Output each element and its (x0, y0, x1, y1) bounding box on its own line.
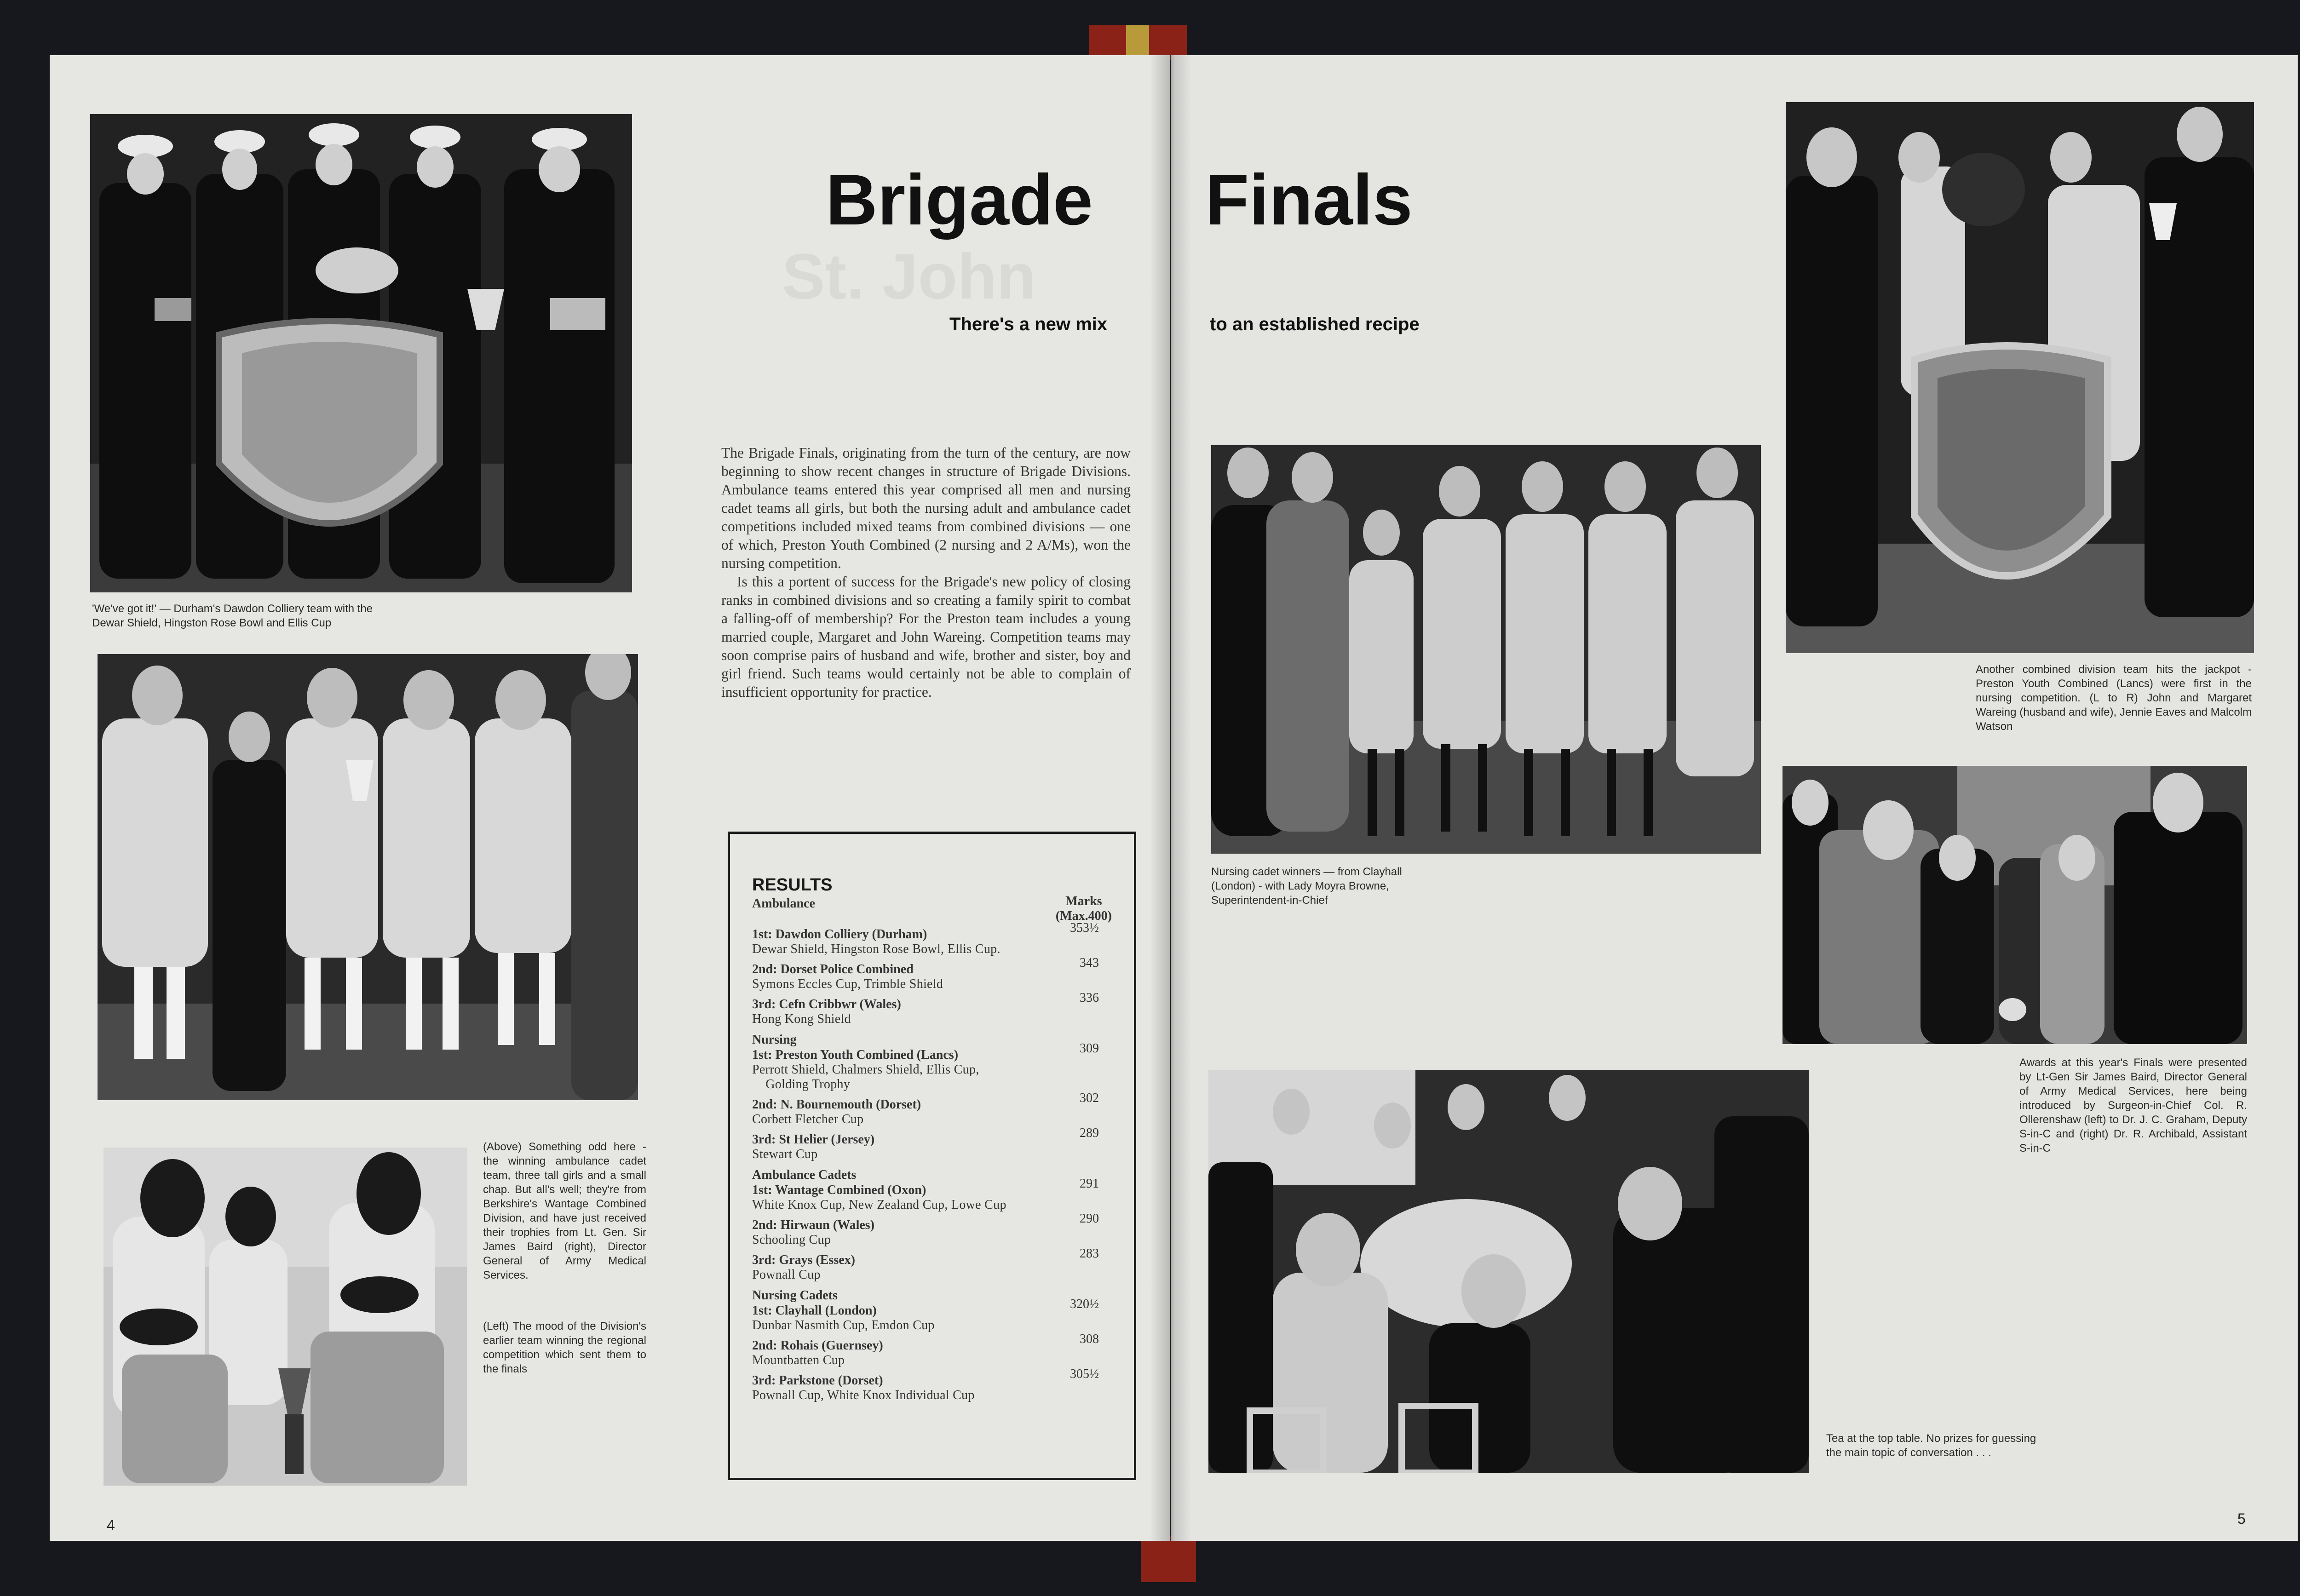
results-section-title: Nursing (752, 1033, 797, 1047)
result-place: 3rd: Cefn Cribbwr (Wales) (752, 997, 901, 1011)
article-body (721, 444, 1131, 701)
result-score: 290 (1080, 1211, 1099, 1226)
result-entry (752, 1091, 1112, 1127)
photo-tea-top-table (1208, 1070, 1809, 1473)
result-trophies: Dewar Shield, Hingston Rose Bowl, Ellis Cup. (752, 942, 1000, 956)
result-trophies: Pownall Cup (752, 1268, 821, 1282)
subtitle-right: to an established recipe (1210, 314, 1420, 334)
result-place: 3rd: Parkstone (Dorset) (752, 1373, 883, 1388)
result-place: 3rd: Grays (Essex) (752, 1253, 855, 1267)
result-place: 2nd: N. Bournemouth (Dorset) (752, 1097, 921, 1112)
results-group-nursing-cadets (752, 1297, 1112, 1403)
result-trophies: Perrott Shield, Chalmers Shield, Ellis Cup, Golding Trophy (752, 1062, 979, 1091)
subtitle-left: There's a new mix (949, 314, 1107, 334)
result-entry (752, 1211, 1112, 1247)
result-score: 291 (1080, 1177, 1099, 1191)
photo-preston-team (1786, 102, 2254, 653)
page-number-left: 4 (107, 1517, 115, 1533)
result-score: 283 (1080, 1246, 1099, 1261)
result-place: 3rd: St Helier (Jersey) (752, 1132, 875, 1147)
result-score: 302 (1080, 1091, 1099, 1105)
photo-wantage-cadets (98, 654, 638, 1100)
result-score: 305½ (1070, 1367, 1099, 1381)
result-entry (752, 1297, 1112, 1333)
result-trophies: Stewart Cup (752, 1147, 818, 1161)
result-entry (752, 921, 1112, 957)
article-paragraph: Is this a portent of success for the Brigade's new policy of closing ranks in combined divisions and so creating a family spirit to combat a falling-off of membership? For the Preston team includes a young married couple, Margaret and John Wareing. Competition teams may soon comprise pairs of husband and wife, brother and sister, boy and girl friend. Such teams would certainly not be able to complain of insufficient opportunity for practice. (721, 574, 1131, 700)
photo-clayhall-cadets (1211, 445, 1761, 854)
result-entry (752, 1367, 1112, 1403)
result-place: 1st: Preston Youth Combined (Lancs) (752, 1048, 959, 1062)
result-entry (752, 1177, 1112, 1212)
result-entry (752, 1332, 1112, 1368)
result-trophies: Corbett Fletcher Cup (752, 1112, 864, 1126)
page-gutter (1150, 55, 1191, 1541)
caption-wantage-above: (Above) Something odd here - the winning ambulance cadet team, three tall girls and a small chap. But all's well; they're from Berkshire's Wantage Combined Division, and have just received their trophies from Lt. Gen. Sir James Baird (right), Director General of Army Medical Services. (483, 1141, 646, 1281)
caption-awards: Awards at this year's Finals were presented by Lt-Gen Sir James Baird, Director General of Army Medical Services, here being introduced by Surgeon-in-Chief Col. R. Ollerenshaw (left) to Dr. J. C. Graham, Deputy S-in-C and (right) Dr. R. Archibald, Assistant S-in-C (2019, 1056, 2247, 1154)
spine-binding-bottom (1141, 1536, 1196, 1582)
caption-clayhall: Nursing cadet winners — from Clayhall (London) - with Lady Moyra Browne, Superintendent-in-Chief (1211, 866, 1402, 907)
results-group-nursing (752, 1041, 1112, 1162)
result-trophies: Dunbar Nasmith Cup, Emdon Cup (752, 1318, 935, 1332)
result-score: 336 (1080, 991, 1099, 1005)
result-trophies: Pownall Cup, White Knox Individual Cup (752, 1388, 975, 1402)
photo-awards-presentation (1782, 766, 2247, 1044)
page-number-right: 5 (2237, 1510, 2246, 1527)
result-place: 2nd: Hirwaun (Wales) (752, 1218, 875, 1232)
result-entry (752, 1041, 1112, 1092)
result-entry (752, 1246, 1112, 1282)
result-trophies: Mountbatten Cup (752, 1353, 845, 1367)
headline-right: Finals (1205, 160, 1413, 240)
result-score: 320½ (1070, 1297, 1099, 1311)
photo-wantage-regional (104, 1148, 467, 1486)
marks-header: Marks (Max.400) (1055, 894, 1112, 923)
result-entry (752, 991, 1112, 1027)
results-group-ambulance-cadets (752, 1177, 1112, 1282)
headline-left: Brigade (826, 160, 1093, 240)
result-score: 343 (1080, 956, 1099, 970)
result-score: 289 (1080, 1126, 1099, 1140)
result-score: 309 (1080, 1041, 1099, 1056)
results-section-title: Ambulance Cadets (752, 1168, 857, 1182)
result-trophies: White Knox Cup, New Zealand Cup, Lowe Cup (752, 1198, 1006, 1212)
result-place: 2nd: Dorset Police Combined (752, 962, 914, 976)
result-place: 1st: Wantage Combined (Oxon) (752, 1183, 926, 1197)
result-trophies: Symons Eccles Cup, Trimble Shield (752, 977, 943, 991)
results-section-title: Nursing Cadets (752, 1288, 838, 1303)
result-trophies: Schooling Cup (752, 1233, 831, 1247)
results-box (728, 832, 1136, 1480)
result-place: 1st: Dawdon Colliery (Durham) (752, 927, 927, 942)
caption-dawdon: 'We've got it!' — Durham's Dawdon Colliery team with the Dewar Shield, Hingston Rose Bowl and Ellis Cup (92, 603, 373, 629)
spine-binding-top (1089, 25, 1187, 60)
ghost-print: St. John (782, 240, 1036, 312)
results-section-title: Ambulance (752, 896, 815, 911)
article-paragraph: The Brigade Finals, originating from the turn of the century, are now beginning to show recent changes in structure of Brigade Divisions. Ambulance teams entered this year comprised all men and nursing cadet teams all girls, but both the nursing adult and ambulance cadet competitions included mixed teams from combined divisions — one of which, Preston Youth Combined (2 nursing and 2 A/Ms), won the nursing competition. (721, 445, 1131, 571)
caption-wantage-left: (Left) The mood of the Division's earlier team winning the regional competition which sent them to the finals (483, 1320, 646, 1375)
result-score: 308 (1080, 1332, 1099, 1346)
results-group-ambulance (752, 921, 1112, 1027)
caption-tea: Tea at the top table. No prizes for guessing the main topic of conversation . . . (1826, 1432, 2036, 1459)
result-place: 2nd: Rohais (Guernsey) (752, 1338, 883, 1353)
photo-dawdon-team (90, 114, 632, 592)
result-place: 1st: Clayhall (London) (752, 1303, 877, 1318)
result-score: 353½ (1070, 921, 1099, 935)
result-entry (752, 956, 1112, 992)
result-trophies: Hong Kong Shield (752, 1012, 851, 1026)
caption-preston: Another combined division team hits the jackpot - Preston Youth Combined (Lancs) were first in the nursing competition. (L to R) John and Margaret Wareing (husband and wife), Jennie Eaves and Malcolm Watson (1976, 663, 2252, 733)
results-heading: RESULTS (752, 875, 833, 895)
result-entry (752, 1126, 1112, 1162)
